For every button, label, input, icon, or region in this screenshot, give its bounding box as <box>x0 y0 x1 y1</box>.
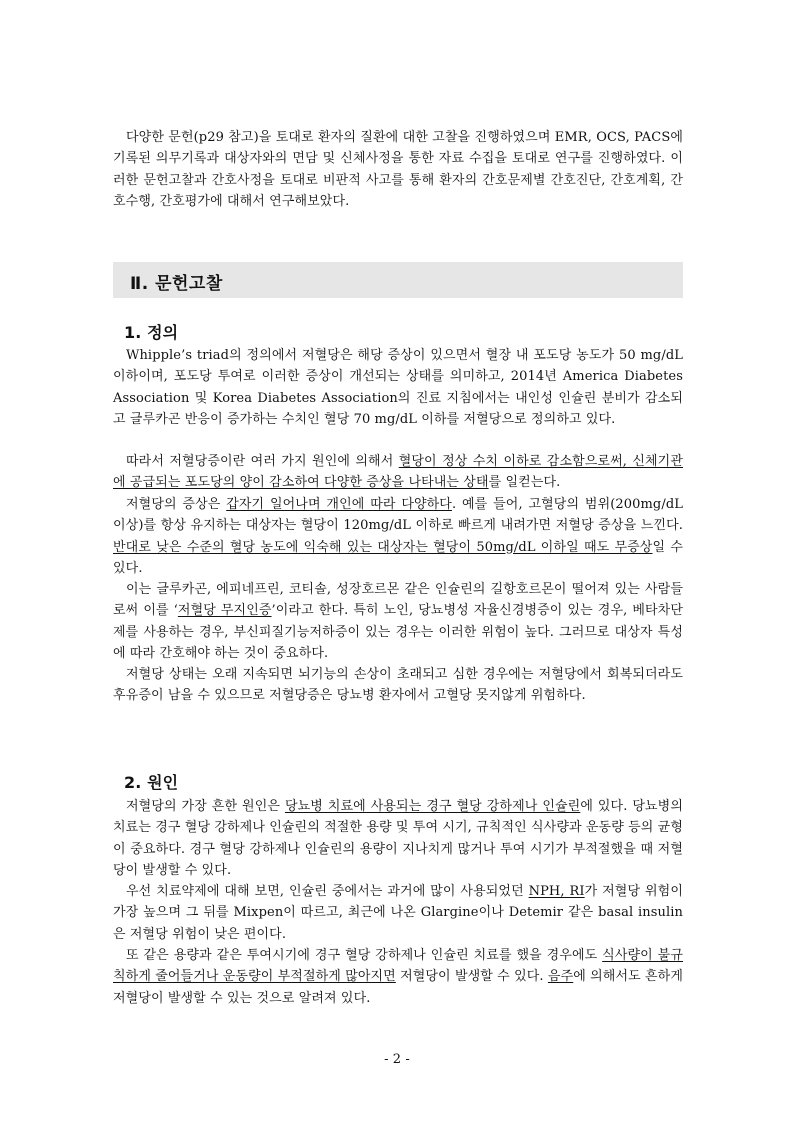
intro-paragraph: 다양한 문헌(p29 참고)을 토대로 환자의 질환에 대한 고찰을 진행하였으며 EMR, OCS, PACS에 기록된 의무기록과 대상자와의 면담 및 신체사정을 통한 자료 수집을 토대로 연구를 진행하였다. 이러한 문헌고찰과 간호사정을 토대로 비판적 사고를 통해 환자의 간호문제별 간호진단, 간호계획, 간호수행, 간호평가에 대해서 연구해보았다. <box>113 130 683 209</box>
section-title: Ⅱ. 문헌고찰 <box>130 274 223 294</box>
definition-paragraph-5: 저혈당 상태는 오래 지속되면 뇌기능의 손상이 초래되고 심한 경우에는 저혈당에서 회복되더라도 후유증이 남을 수 있으므로 저혈당증은 당뇨병 환자에서 고혈당 못지않게 위험하다. <box>113 667 683 704</box>
page-number: - 2 - <box>384 1052 410 1067</box>
cause-paragraph-2: 우선 치료약제에 대해 보면, 인슐린 중에서는 과거에 많이 사용되었던 NPH, RI가 저혈당 위험이 가장 높으며 그 뒤를 Mixpen이 따르고, 최근에 나온 Glargine이나 Detemir 같은 basal insulin은 저혈당 위험이 낮은 편이다. <box>113 884 683 942</box>
underlined-text: 당뇨병 치료에 사용되는 경구 혈당 강하제나 인슐린 <box>284 799 581 814</box>
underlined-text: 식사량이 불규칙하게 줄어들거나 운동량이 부적절하게 많아지면 <box>113 948 683 985</box>
definition-paragraph-1: Whipple’s triad의 정의에서 저혈당은 해당 증상이 있으면서 혈장 내 포도당 농도가 50 mg/dL 이하이며, 포도당 투여로 이러한 증상이 개선되는 상태를 의미하고, 2014년 America Diabetes Association 및 Korea Diabetes Association의 진료 지침에서는 내인성 인슐린 분비가 감소되고 글루카곤 반응이 증가하는 수치인 혈당 70 mg/dL 이하를 저혈당으로 정의하고 있다. <box>113 348 683 427</box>
definition-paragraph-3: 저혈당의 증상은 갑자기 일어나며 개인에 따라 다양하다. 예를 들어, 고혈당의 범위(200mg/dL 이상)를 항상 유지하는 대상자는 혈당이 120mg/dL 이하로 빠르게 내려가면 저혈당 증상을 느낀다. 반대로 낮은 수준의 혈당 농도에 익숙해 있는 대상자는 혈당이 50mg/dL 이하일 때도 무증상일 수 있다. <box>113 497 683 576</box>
definition-paragraph-4: 이는 글루카곤, 에피네프린, 코티솔, 성장호르몬 같은 인슐린의 길항호르몬이 떨어져 있는 사람들로써 이를 ‘저혈당 무지인증’이라고 한다. 특히 노인, 당뇨병성 자율신경병증이 있는 경우, 베타차단제를 사용하는 경우, 부신피질기능저하증이 있는 경우는 이러한 위험이 높다. 그러므로 대상자 특성에 따라 간호해야 하는 것이 중요하다. <box>113 582 683 661</box>
section-header <box>113 262 683 298</box>
definition-paragraph-2: 따라서 저혈당증이란 여러 가지 원인에 의해서 혈당이 정상 수치 이하로 감소함으로써, 신체기관에 공급되는 포도당의 양이 감소하여 다양한 증상을 나타내는 상태를 일컫는다. <box>113 454 683 491</box>
definition-heading: 1. 정의 <box>124 323 179 342</box>
underlined-text: 음주 <box>547 969 574 985</box>
underlined-text: 혈당이 정상 수치 이하로 감소함으로써, 신체기관에 공급되는 포도당의 양이 감소하여 다양한 증상을 나타내는 상태 <box>113 454 683 491</box>
cause-heading: 2. 원인 <box>124 773 179 792</box>
cause-paragraph-1: 저혈당의 가장 흔한 원인은 당뇨병 치료에 사용되는 경구 혈당 강하제나 인슐린에 있다. 당뇨병의 치료는 경구 혈당 강하제나 인슐린의 적절한 용량 및 투여 시기, 규칙적인 식사량과 운동량 등의 균형이 중요하다. 경구 혈당 강하제나 인슐린의 용량이 지나치게 많거나 투여 시기가 부적절했을 때 저혈당이 발생할 수 있다. <box>113 799 683 878</box>
underlined-text: NPH, RI <box>528 884 585 899</box>
underlined-text: 반대로 낮은 수준의 혈당 농도에 익숙해 있는 대상자는 혈당이 50mg/dL 이하일 때도 무증상 <box>113 539 653 555</box>
underlined-text: 저혈당 무지인증 <box>177 603 272 619</box>
underlined-text: 갑자기 일어나며 개인에 따라 다양하다 <box>226 497 452 512</box>
cause-paragraph-3: 또 같은 용량과 같은 투여시기에 경구 혈당 강하제나 인슐린 치료를 했을 경우에도 식사량이 불규칙하게 줄어들거나 운동량이 부적절하게 많아지면 저혈당이 발생할 수 있다. 음주에 의해서도 흔하게 저혈당이 발생할 수 있는 것으로 알려져 있다. <box>113 948 683 1006</box>
